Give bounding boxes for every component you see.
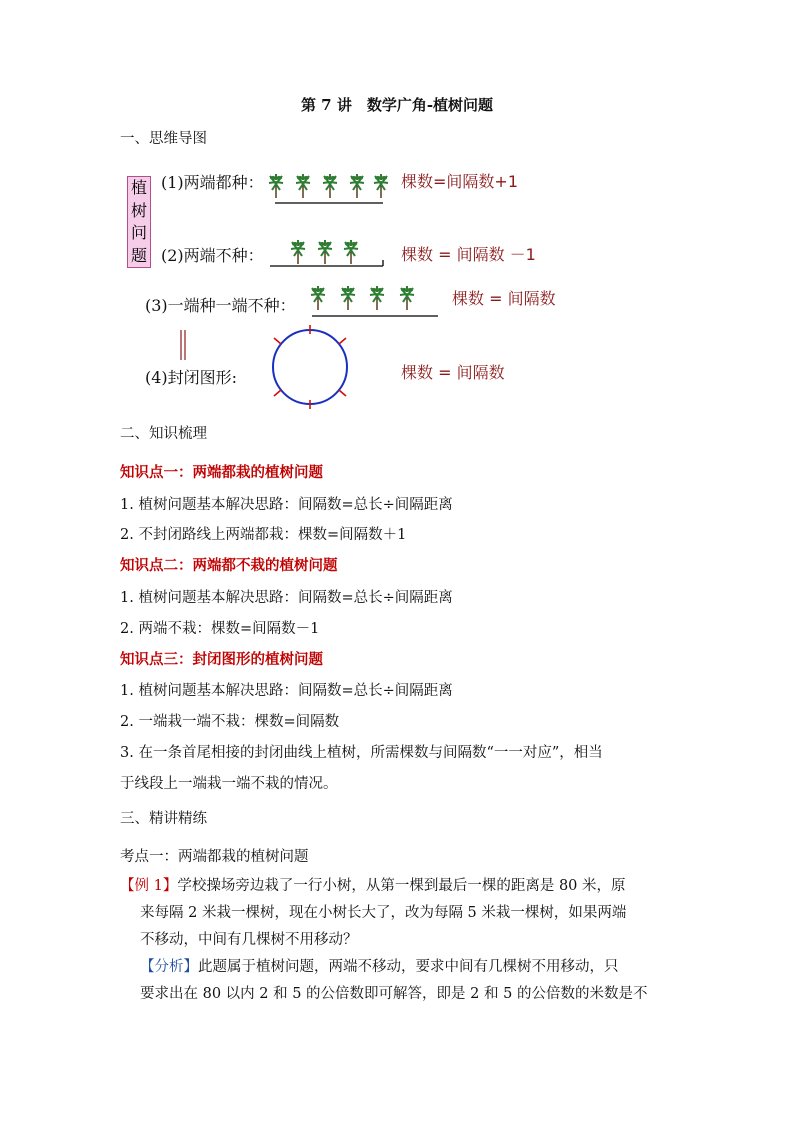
knowledge-item-continued: 于线段上一端栽一端不栽的情况。 xyxy=(120,776,338,792)
analysis-tag: 【分析】 xyxy=(140,959,198,975)
section-heading-practice: 三、精讲精练 xyxy=(120,811,207,827)
topic-char: 树 xyxy=(130,200,147,220)
example-text: 学校操场旁边栽了一行小树，从第一棵到最后一棵的距离是 80 米，原 xyxy=(177,878,626,894)
case-formula-both-ends: 棵数=间隔数+1 xyxy=(401,172,518,191)
case-formula-closed: 棵数 = 间隔数 xyxy=(401,363,505,382)
topic-char: 问 xyxy=(130,223,147,243)
analysis-text: 要求出在 80 以内 2 和 5 的公倍数即可解答，即是 2 和 5 的公倍数的米数是不 xyxy=(140,986,648,1002)
knowledge-item: 3. 在一条首尾相接的封闭曲线上植树，所需棵数与间隔数“一一对应”，相当 xyxy=(120,745,603,761)
case-label-one-end: (3)一端种一端不种： xyxy=(145,296,296,315)
analysis-text: 此题属于植树问题，两端不移动，要求中间有几棵树不用移动，只 xyxy=(198,959,619,975)
topic-char: 题 xyxy=(130,245,147,265)
case-label-closed: (4)封闭图形: xyxy=(145,368,238,387)
section-heading-knowledge: 二、知识梳理 xyxy=(120,426,207,442)
knowledge-item: 2. 两端不栽：棵数=间隔数－1 xyxy=(120,621,320,637)
case-label-no-ends: (2)两端不种： xyxy=(161,246,264,265)
topic-heading: 考点一：两端都栽的植树问题 xyxy=(120,849,309,865)
section-heading-mind-map: 一、思维导图 xyxy=(120,131,207,147)
case-formula-no-ends: 棵数 = 间隔数 －1 xyxy=(401,245,536,264)
example-1 xyxy=(120,873,680,1008)
tree-row-one-end xyxy=(311,286,438,316)
knowledge-item: 2. 不封闭路线上两端都栽：棵数=间隔数＋1 xyxy=(120,527,407,543)
mind-map-drawings xyxy=(0,0,794,420)
example-text: 来每隔 2 米栽一棵树，现在小树长大了，改为每隔 5 米栽一棵树，如果两端 xyxy=(140,905,627,921)
knowledge-item: 1. 植树问题基本解决思路：间隔数=总长÷间隔距离 xyxy=(120,497,453,513)
closed-circle xyxy=(273,325,347,409)
example-tag: 【例 1】 xyxy=(120,878,178,894)
page-title: 第 7 讲 数学广角-植树问题 xyxy=(300,96,494,114)
knowledge-item: 1. 植树问题基本解决思路：间隔数=总长÷间隔距离 xyxy=(120,590,453,606)
knowledge-point-heading: 知识点三：封闭图形的植树问题 xyxy=(120,651,323,668)
knowledge-item: 2. 一端栽一端不栽：棵数=间隔数 xyxy=(120,714,340,730)
knowledge-point-heading: 知识点一：两端都栽的植树问题 xyxy=(120,464,323,481)
knowledge-point-heading: 知识点二：两端都不栽的植树问题 xyxy=(120,557,338,574)
case-label-both-ends: (1)两端都种： xyxy=(161,173,264,192)
tree-row-no-ends xyxy=(270,240,383,266)
tree-row-both-ends xyxy=(269,174,388,203)
example-text: 不移动，中间有几棵树不用移动？ xyxy=(140,932,358,948)
topic-char: 植 xyxy=(130,178,147,198)
knowledge-item: 1. 植树问题基本解决思路：间隔数=总长÷间隔距离 xyxy=(120,683,453,699)
case-formula-one-end: 棵数 = 间隔数 xyxy=(452,289,556,308)
